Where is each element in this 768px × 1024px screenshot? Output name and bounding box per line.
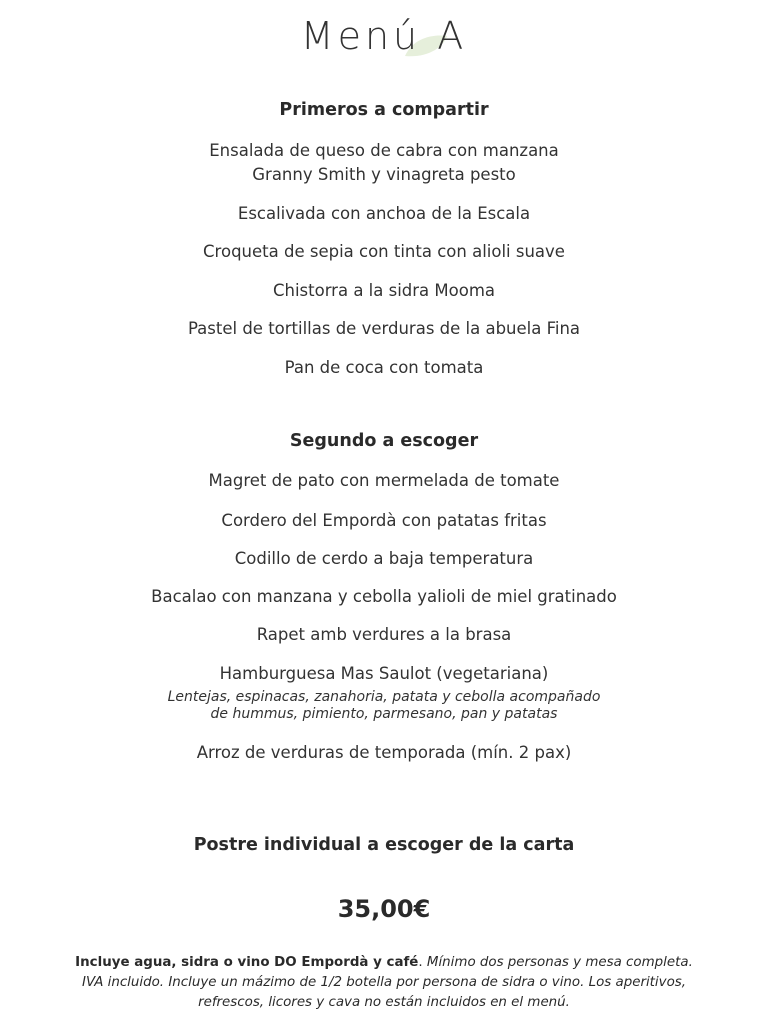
list-item: Pastel de tortillas de verduras de la abuela Fina [187,319,581,338]
list-item: Cordero del Empordà con patatas fritas [221,511,547,530]
list-item: Magret de pato con mermelada de tomate [208,471,560,490]
menu-title: Menú A [300,14,468,58]
list-item: Bacalao con manzana y cebolla yalioli de miel gratinado [151,587,617,606]
section-heading-primeros: Primeros a compartir [279,100,489,120]
item-line: Ensalada de queso de cabra con manzana [209,141,559,160]
list-item [0,139,768,187]
list-item: Pan de coca con tomata [284,358,484,377]
footer-line [34,993,734,1013]
list-item: Codillo de cerdo a baja temperatura [234,549,534,568]
dessert-heading: Postre individual a escoger de la carta [193,835,575,855]
list-item: Arroz de verduras de temporada (mín. 2 pax) [196,743,572,762]
footer-conditions: IVA incluido. Incluye un mázimo de 1/2 botella por persona de sidra o vino. Los aperitivos, [82,975,686,990]
footer-period: . [418,955,423,970]
item-line: Granny Smith y vinagreta pesto [252,165,516,184]
list-item: Rapet amb verdures a la brasa [256,625,512,644]
item-description [0,689,768,723]
footer-line [34,953,734,973]
list-item: Croqueta de sepia con tinta con alioli suave [203,242,565,261]
item-description-line: Lentejas, espinacas, zanahoria, patata y cebolla acompañado [167,689,601,705]
list-item: Chistorra a la sidra Mooma [272,281,496,300]
title-block [0,14,768,58]
footer-conditions: refrescos, licores y cava no están incluidos en el menú. [198,995,570,1010]
footer-line [34,973,734,993]
list-item: Hamburguesa Mas Saulot (vegetariana) [219,664,549,683]
footer-note [34,953,734,1013]
list-item: Escalivada con anchoa de la Escala [237,204,531,223]
footer-conditions: Mínimo dos personas y mesa completa. [422,955,693,970]
footer-included: Incluye agua, sidra o vino DO Empordà y café [75,955,419,970]
item-description-line: de hummus, pimiento, parmesano, pan y patatas [210,706,558,722]
menu-price: 35,00€ [337,895,431,923]
section-heading-segundo: Segundo a escoger [289,431,479,451]
